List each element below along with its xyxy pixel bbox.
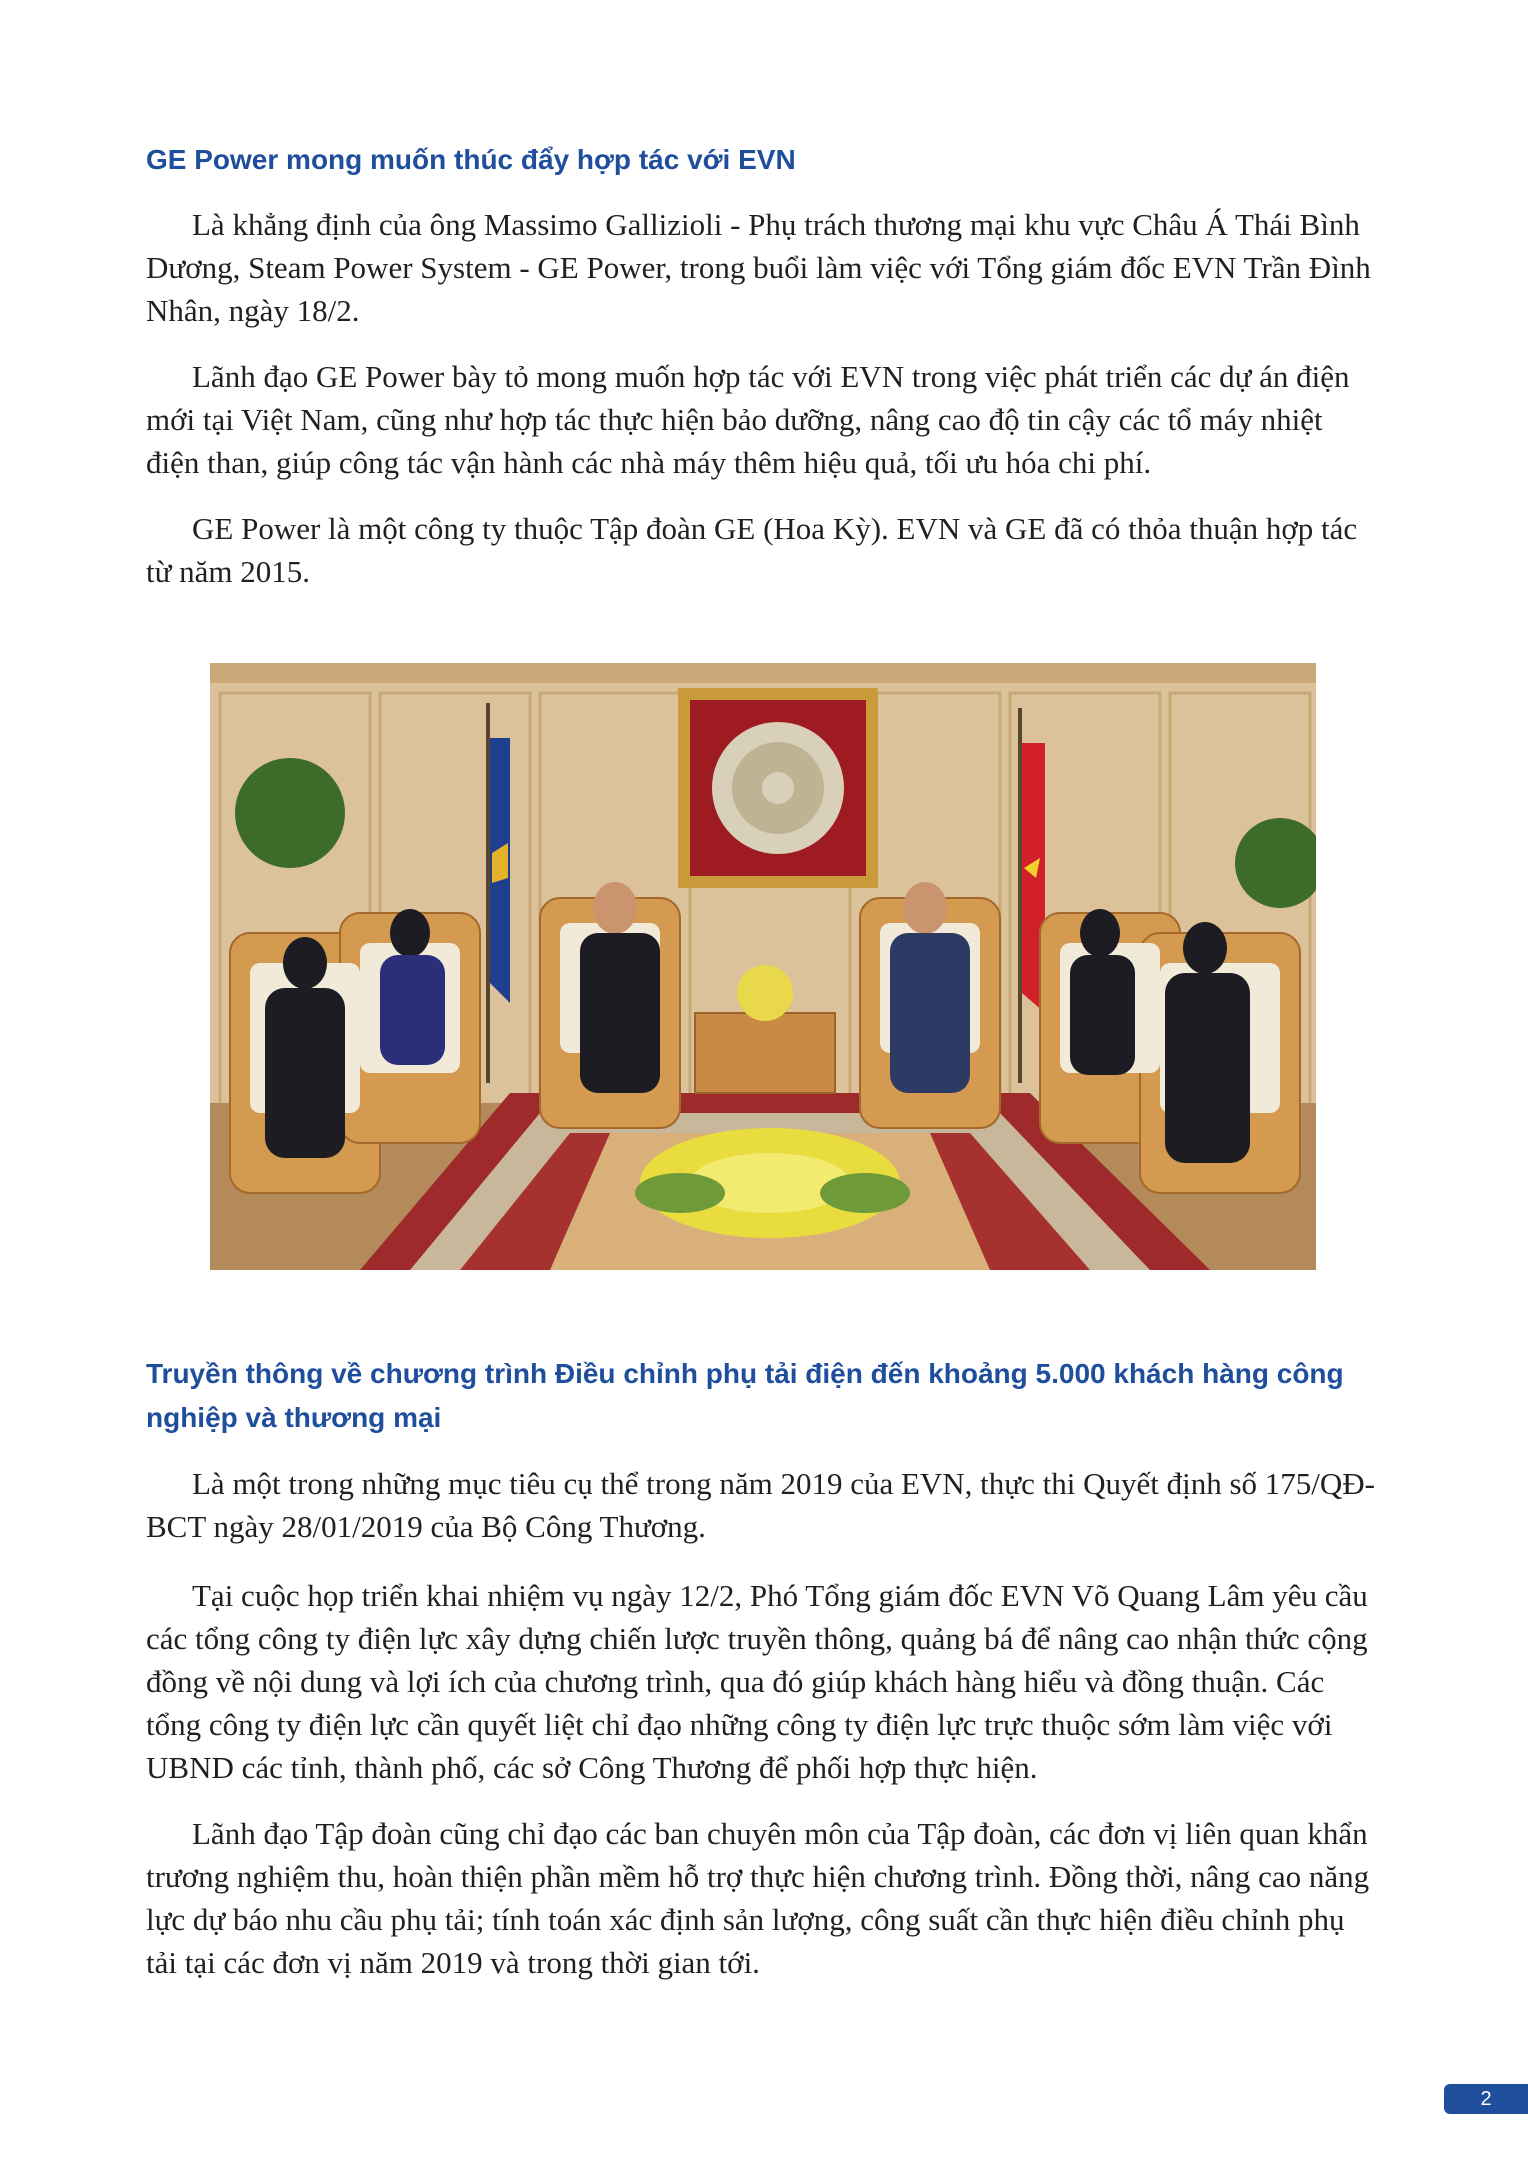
meeting-photo-illustration — [210, 663, 1316, 1270]
page-number: 2 — [1444, 2084, 1528, 2114]
section1-paragraph-1: Là khẳng định của ông Massimo Gallizioli - Phụ trách thương mại khu vực Châu Á Thái Bình Dương, Steam Power System - GE Power, trong buổi làm việc với Tổng giám đốc EVN Trần Đình Nhân, ngày 18/2. — [146, 207, 1371, 328]
section2-paragraph-3: Lãnh đạo Tập đoàn cũng chỉ đạo các ban chuyên môn của Tập đoàn, các đơn vị liên quan khẩn trương nghiệm thu, hoàn thiện phần mềm hỗ trợ thực hiện chương trình. Đồng thời, nâng cao năng lực dự báo nhu cầu phụ tải; tính toán xác định sản lượng, công suất cần thực hiện điều chỉnh phụ tải tại các đơn vị năm 2019 và trong thời gian tới. — [146, 1816, 1370, 1980]
meeting-photo — [210, 663, 1316, 1270]
section1-paragraph-2: Lãnh đạo GE Power bày tỏ mong muốn hợp tác với EVN trong việc phát triển các dự án điện mới tại Việt Nam, cũng như hợp tác thực hiện bảo dưỡng, nâng cao độ tin cậy các tổ máy nhiệt điện than, giúp công tác vận hành các nhà máy thêm hiệu quả, tối ưu hóa chi phí. — [146, 359, 1350, 480]
section2-paragraph-1: Là một trong những mục tiêu cụ thể trong năm 2019 của EVN, thực thi Quyết định số 175/QĐ-BCT ngày 28/01/2019 của Bộ Công Thương. — [146, 1466, 1375, 1544]
section1-heading: GE Power mong muốn thúc đẩy hợp tác với EVN — [146, 144, 796, 175]
section1-paragraph-3: GE Power là một công ty thuộc Tập đoàn GE (Hoa Kỳ). EVN và GE đã có thỏa thuận hợp tác từ năm 2015. — [146, 511, 1358, 589]
section2-heading: Truyền thông về chương trình Điều chỉnh phụ tải điện đến khoảng 5.000 khách hàng công nghiệp và thương mại — [146, 1358, 1344, 1433]
section2-paragraph-2: Tại cuộc họp triển khai nhiệm vụ ngày 12/2, Phó Tổng giám đốc EVN Võ Quang Lâm yêu cầu các tổng công ty điện lực xây dựng chiến lược truyền thông, quảng bá để nâng cao nhận thức cộng đồng về nội dung và lợi ích của chương trình, qua đó giúp khách hàng hiểu và đồng thuận. Các tổng công ty điện lực cần quyết liệt chỉ đạo những công ty điện lực trực thuộc sớm làm việc với UBND các tỉnh, thành phố, các sở Công Thương để phối hợp thực hiện. — [146, 1578, 1368, 1785]
